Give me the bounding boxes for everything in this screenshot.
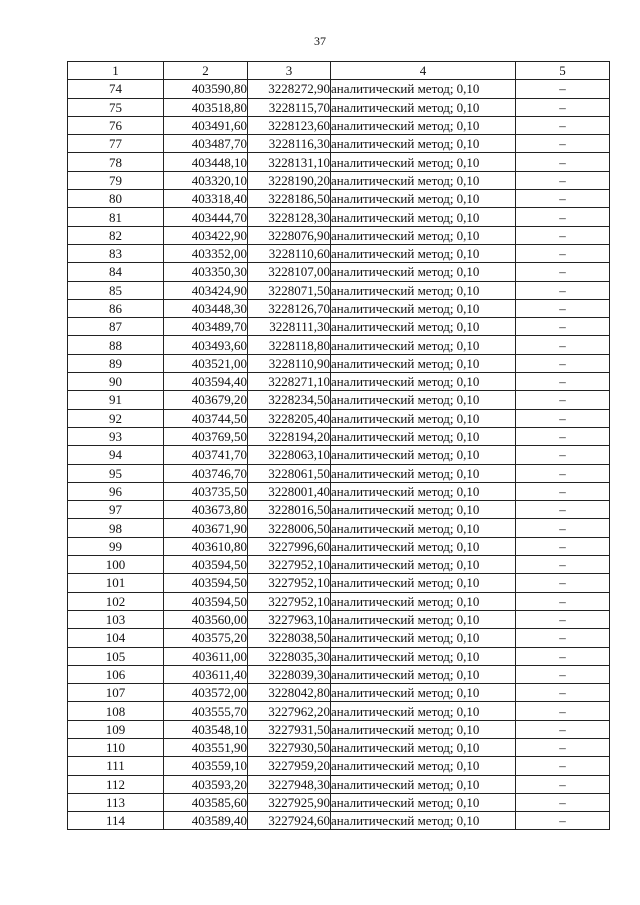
coordinate-x-cell: 403320,10 (164, 171, 248, 189)
coordinate-x-cell: 403593,20 (164, 775, 248, 793)
point-number-cell: 87 (68, 318, 164, 336)
coordinate-x-cell: 403594,50 (164, 556, 248, 574)
coordinate-x-cell: 403594,50 (164, 574, 248, 592)
point-number-cell: 88 (68, 336, 164, 354)
coordinate-x-cell: 403679,20 (164, 391, 248, 409)
description-cell: – (516, 720, 610, 738)
description-cell: – (516, 665, 610, 683)
coordinate-y-cell: 3228038,50 (248, 629, 331, 647)
coordinate-y-cell: 3228118,80 (248, 336, 331, 354)
point-number-cell: 82 (68, 226, 164, 244)
description-cell: – (516, 208, 610, 226)
table-row (68, 98, 610, 116)
point-number-cell: 91 (68, 391, 164, 409)
description-cell: – (516, 556, 610, 574)
coordinates-table (67, 61, 610, 830)
method-accuracy-cell: аналитический метод; 0,10 (331, 318, 516, 336)
method-accuracy-cell: аналитический метод; 0,10 (331, 299, 516, 317)
coordinate-x-cell: 403572,00 (164, 684, 248, 702)
point-number-cell: 74 (68, 80, 164, 98)
method-accuracy-cell: аналитический метод; 0,10 (331, 190, 516, 208)
point-number-cell: 81 (68, 208, 164, 226)
method-accuracy-cell: аналитический метод; 0,10 (331, 409, 516, 427)
description-cell: – (516, 684, 610, 702)
method-accuracy-cell: аналитический метод; 0,10 (331, 135, 516, 153)
description-cell: – (516, 226, 610, 244)
description-cell: – (516, 793, 610, 811)
point-number-cell: 107 (68, 684, 164, 702)
point-number-cell: 96 (68, 482, 164, 500)
table-row (68, 153, 610, 171)
method-accuracy-cell: аналитический метод; 0,10 (331, 116, 516, 134)
coordinate-y-cell: 3228234,50 (248, 391, 331, 409)
table-row (68, 464, 610, 482)
coordinate-x-cell: 403741,70 (164, 446, 248, 464)
coordinate-x-cell: 403448,10 (164, 153, 248, 171)
description-cell: – (516, 354, 610, 372)
description-cell: – (516, 537, 610, 555)
coordinate-x-cell: 403590,80 (164, 80, 248, 98)
method-accuracy-cell: аналитический метод; 0,10 (331, 720, 516, 738)
table-row (68, 684, 610, 702)
table-row (68, 647, 610, 665)
coordinate-x-cell: 403560,00 (164, 610, 248, 628)
method-accuracy-cell: аналитический метод; 0,10 (331, 80, 516, 98)
coordinate-x-cell: 403487,70 (164, 135, 248, 153)
point-number-cell: 108 (68, 702, 164, 720)
coordinate-y-cell: 3228071,50 (248, 281, 331, 299)
description-cell: – (516, 409, 610, 427)
description-cell: – (516, 629, 610, 647)
point-number-cell: 99 (68, 537, 164, 555)
point-number-cell: 85 (68, 281, 164, 299)
table-header (68, 62, 610, 80)
coordinate-y-cell: 3227963,10 (248, 610, 331, 628)
coordinate-y-cell: 3227952,10 (248, 556, 331, 574)
method-accuracy-cell: аналитический метод; 0,10 (331, 629, 516, 647)
table-row (68, 519, 610, 537)
coordinate-x-cell: 403422,90 (164, 226, 248, 244)
coordinate-y-cell: 3227948,30 (248, 775, 331, 793)
page-number: 37 (314, 34, 326, 48)
table-row (68, 354, 610, 372)
point-number-cell: 102 (68, 592, 164, 610)
header-col-4: 4 (331, 62, 516, 80)
coordinate-x-cell: 403551,90 (164, 738, 248, 756)
method-accuracy-cell: аналитический метод; 0,10 (331, 427, 516, 445)
table-row (68, 592, 610, 610)
coordinate-x-cell: 403448,30 (164, 299, 248, 317)
table-body (68, 80, 610, 830)
table-row (68, 629, 610, 647)
table-row (68, 812, 610, 830)
coordinate-y-cell: 3228042,80 (248, 684, 331, 702)
coordinate-y-cell: 3227952,10 (248, 592, 331, 610)
description-cell: – (516, 775, 610, 793)
coordinate-x-cell: 403589,40 (164, 812, 248, 830)
method-accuracy-cell: аналитический метод; 0,10 (331, 574, 516, 592)
point-number-cell: 114 (68, 812, 164, 830)
table-row (68, 373, 610, 391)
coordinate-y-cell: 3227952,10 (248, 574, 331, 592)
coordinate-x-cell: 403424,90 (164, 281, 248, 299)
method-accuracy-cell: аналитический метод; 0,10 (331, 244, 516, 262)
description-cell: – (516, 647, 610, 665)
point-number-cell: 76 (68, 116, 164, 134)
description-cell: – (516, 702, 610, 720)
point-number-cell: 101 (68, 574, 164, 592)
method-accuracy-cell: аналитический метод; 0,10 (331, 226, 516, 244)
coordinate-y-cell: 3228110,90 (248, 354, 331, 372)
method-accuracy-cell: аналитический метод; 0,10 (331, 738, 516, 756)
header-row (68, 62, 610, 80)
point-number-cell: 103 (68, 610, 164, 628)
point-number-cell: 111 (68, 757, 164, 775)
table-row (68, 244, 610, 262)
coordinate-y-cell: 3228111,30 (248, 318, 331, 336)
method-accuracy-cell: аналитический метод; 0,10 (331, 171, 516, 189)
coordinate-y-cell: 3228194,20 (248, 427, 331, 445)
coordinate-y-cell: 3227996,60 (248, 537, 331, 555)
description-cell: – (516, 610, 610, 628)
table-row (68, 574, 610, 592)
method-accuracy-cell: аналитический метод; 0,10 (331, 373, 516, 391)
table-row (68, 665, 610, 683)
description-cell: – (516, 373, 610, 391)
point-number-cell: 106 (68, 665, 164, 683)
method-accuracy-cell: аналитический метод; 0,10 (331, 592, 516, 610)
header-col-5: 5 (516, 62, 610, 80)
coordinate-y-cell: 3228205,40 (248, 409, 331, 427)
point-number-cell: 89 (68, 354, 164, 372)
table-row (68, 299, 610, 317)
method-accuracy-cell: аналитический метод; 0,10 (331, 482, 516, 500)
description-cell: – (516, 98, 610, 116)
description-cell: – (516, 482, 610, 500)
table-row (68, 263, 610, 281)
coordinate-x-cell: 403555,70 (164, 702, 248, 720)
table-row (68, 775, 610, 793)
method-accuracy-cell: аналитический метод; 0,10 (331, 647, 516, 665)
table-row (68, 757, 610, 775)
point-number-cell: 78 (68, 153, 164, 171)
table-row (68, 135, 610, 153)
coordinate-x-cell: 403318,40 (164, 190, 248, 208)
table-row (68, 80, 610, 98)
table-row (68, 208, 610, 226)
method-accuracy-cell: аналитический метод; 0,10 (331, 519, 516, 537)
coordinate-y-cell: 3227924,60 (248, 812, 331, 830)
point-number-cell: 84 (68, 263, 164, 281)
method-accuracy-cell: аналитический метод; 0,10 (331, 501, 516, 519)
method-accuracy-cell: аналитический метод; 0,10 (331, 757, 516, 775)
table-row (68, 537, 610, 555)
description-cell: – (516, 336, 610, 354)
description-cell: – (516, 116, 610, 134)
coordinate-y-cell: 3228272,90 (248, 80, 331, 98)
coordinate-y-cell: 3227930,50 (248, 738, 331, 756)
coordinate-y-cell: 3228116,30 (248, 135, 331, 153)
method-accuracy-cell: аналитический метод; 0,10 (331, 812, 516, 830)
point-number-cell: 83 (68, 244, 164, 262)
point-number-cell: 79 (68, 171, 164, 189)
table-row (68, 318, 610, 336)
coordinate-x-cell: 403611,40 (164, 665, 248, 683)
point-number-cell: 105 (68, 647, 164, 665)
coordinate-y-cell: 3228107,00 (248, 263, 331, 281)
table-row (68, 190, 610, 208)
coordinate-x-cell: 403521,00 (164, 354, 248, 372)
coordinate-x-cell: 403594,40 (164, 373, 248, 391)
description-cell: – (516, 574, 610, 592)
coordinate-y-cell: 3228061,50 (248, 464, 331, 482)
description-cell: – (516, 80, 610, 98)
description-cell: – (516, 501, 610, 519)
method-accuracy-cell: аналитический метод; 0,10 (331, 391, 516, 409)
coordinate-x-cell: 403518,80 (164, 98, 248, 116)
method-accuracy-cell: аналитический метод; 0,10 (331, 610, 516, 628)
table-row (68, 427, 610, 445)
table-row (68, 610, 610, 628)
coordinate-x-cell: 403575,20 (164, 629, 248, 647)
header-col-1: 1 (68, 62, 164, 80)
coordinate-y-cell: 3228128,30 (248, 208, 331, 226)
method-accuracy-cell: аналитический метод; 0,10 (331, 208, 516, 226)
header-col-2: 2 (164, 62, 248, 80)
table-row (68, 793, 610, 811)
coordinate-x-cell: 403559,10 (164, 757, 248, 775)
description-cell: – (516, 738, 610, 756)
method-accuracy-cell: аналитический метод; 0,10 (331, 354, 516, 372)
table-row (68, 409, 610, 427)
table-row (68, 116, 610, 134)
description-cell: – (516, 299, 610, 317)
table-row (68, 738, 610, 756)
coordinate-y-cell: 3228271,10 (248, 373, 331, 391)
coordinate-y-cell: 3228016,50 (248, 501, 331, 519)
coordinate-y-cell: 3228131,10 (248, 153, 331, 171)
point-number-cell: 95 (68, 464, 164, 482)
point-number-cell: 75 (68, 98, 164, 116)
description-cell: – (516, 190, 610, 208)
table-row (68, 720, 610, 738)
method-accuracy-cell: аналитический метод; 0,10 (331, 537, 516, 555)
coordinate-y-cell: 3228110,60 (248, 244, 331, 262)
table-row (68, 556, 610, 574)
point-number-cell: 77 (68, 135, 164, 153)
description-cell: – (516, 464, 610, 482)
point-number-cell: 90 (68, 373, 164, 391)
coordinate-y-cell: 3228006,50 (248, 519, 331, 537)
coordinate-y-cell: 3227959,20 (248, 757, 331, 775)
method-accuracy-cell: аналитический метод; 0,10 (331, 263, 516, 281)
coordinate-x-cell: 403735,50 (164, 482, 248, 500)
method-accuracy-cell: аналитический метод; 0,10 (331, 464, 516, 482)
table-row (68, 482, 610, 500)
coordinate-y-cell: 3228001,40 (248, 482, 331, 500)
coordinate-x-cell: 403744,50 (164, 409, 248, 427)
point-number-cell: 94 (68, 446, 164, 464)
table-row (68, 336, 610, 354)
point-number-cell: 110 (68, 738, 164, 756)
point-number-cell: 86 (68, 299, 164, 317)
point-number-cell: 80 (68, 190, 164, 208)
description-cell: – (516, 263, 610, 281)
coordinate-x-cell: 403610,80 (164, 537, 248, 555)
point-number-cell: 112 (68, 775, 164, 793)
description-cell: – (516, 153, 610, 171)
method-accuracy-cell: аналитический метод; 0,10 (331, 793, 516, 811)
table-row (68, 226, 610, 244)
method-accuracy-cell: аналитический метод; 0,10 (331, 98, 516, 116)
coordinate-x-cell: 403673,80 (164, 501, 248, 519)
coordinate-y-cell: 3228035,30 (248, 647, 331, 665)
description-cell: – (516, 244, 610, 262)
coordinate-x-cell: 403350,30 (164, 263, 248, 281)
method-accuracy-cell: аналитический метод; 0,10 (331, 446, 516, 464)
table-row (68, 446, 610, 464)
coordinate-y-cell: 3228190,20 (248, 171, 331, 189)
method-accuracy-cell: аналитический метод; 0,10 (331, 153, 516, 171)
coordinate-x-cell: 403769,50 (164, 427, 248, 445)
coordinate-y-cell: 3227962,20 (248, 702, 331, 720)
point-number-cell: 100 (68, 556, 164, 574)
description-cell: – (516, 135, 610, 153)
coordinate-y-cell: 3228063,10 (248, 446, 331, 464)
coordinate-x-cell: 403594,50 (164, 592, 248, 610)
coordinate-y-cell: 3228039,30 (248, 665, 331, 683)
table-row (68, 171, 610, 189)
coordinate-y-cell: 3228115,70 (248, 98, 331, 116)
table-row (68, 391, 610, 409)
method-accuracy-cell: аналитический метод; 0,10 (331, 684, 516, 702)
coordinate-x-cell: 403444,70 (164, 208, 248, 226)
point-number-cell: 92 (68, 409, 164, 427)
header-col-3: 3 (248, 62, 331, 80)
description-cell: – (516, 318, 610, 336)
description-cell: – (516, 519, 610, 537)
description-cell: – (516, 281, 610, 299)
point-number-cell: 104 (68, 629, 164, 647)
point-number-cell: 93 (68, 427, 164, 445)
description-cell: – (516, 171, 610, 189)
method-accuracy-cell: аналитический метод; 0,10 (331, 665, 516, 683)
coordinate-y-cell: 3227931,50 (248, 720, 331, 738)
point-number-cell: 98 (68, 519, 164, 537)
point-number-cell: 113 (68, 793, 164, 811)
method-accuracy-cell: аналитический метод; 0,10 (331, 702, 516, 720)
coordinate-y-cell: 3228076,90 (248, 226, 331, 244)
coordinate-y-cell: 3227925,90 (248, 793, 331, 811)
coordinate-x-cell: 403585,60 (164, 793, 248, 811)
coordinate-x-cell: 403611,00 (164, 647, 248, 665)
table-row (68, 702, 610, 720)
coordinate-y-cell: 3228186,50 (248, 190, 331, 208)
coordinate-x-cell: 403489,70 (164, 318, 248, 336)
coordinate-y-cell: 3228126,70 (248, 299, 331, 317)
table-row (68, 501, 610, 519)
description-cell: – (516, 812, 610, 830)
description-cell: – (516, 391, 610, 409)
method-accuracy-cell: аналитический метод; 0,10 (331, 336, 516, 354)
method-accuracy-cell: аналитический метод; 0,10 (331, 775, 516, 793)
coordinate-x-cell: 403671,90 (164, 519, 248, 537)
description-cell: – (516, 757, 610, 775)
coordinate-y-cell: 3228123,60 (248, 116, 331, 134)
method-accuracy-cell: аналитический метод; 0,10 (331, 281, 516, 299)
description-cell: – (516, 427, 610, 445)
point-number-cell: 97 (68, 501, 164, 519)
description-cell: – (516, 592, 610, 610)
table-row (68, 281, 610, 299)
description-cell: – (516, 446, 610, 464)
point-number-cell: 109 (68, 720, 164, 738)
coordinate-x-cell: 403746,70 (164, 464, 248, 482)
coordinate-x-cell: 403491,60 (164, 116, 248, 134)
coordinate-x-cell: 403352,00 (164, 244, 248, 262)
method-accuracy-cell: аналитический метод; 0,10 (331, 556, 516, 574)
coordinate-x-cell: 403493,60 (164, 336, 248, 354)
coordinate-x-cell: 403548,10 (164, 720, 248, 738)
